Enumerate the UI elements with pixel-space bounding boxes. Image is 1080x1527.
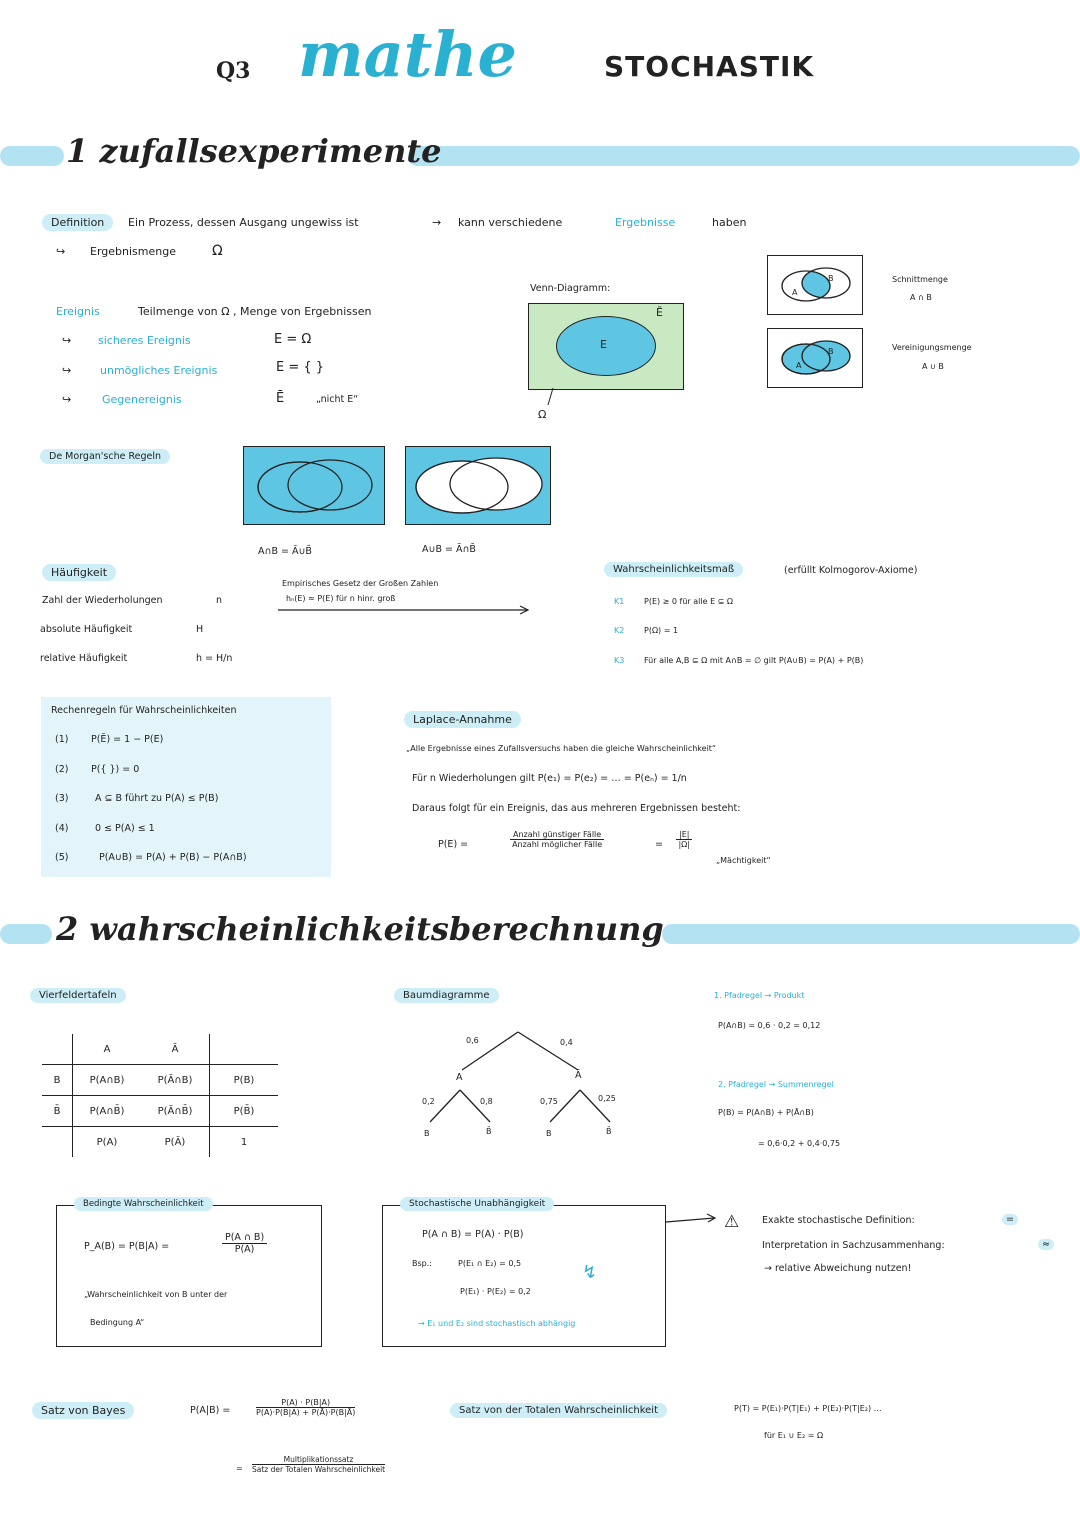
- rule-1: P(Ē) = 1 − P(E): [91, 734, 164, 745]
- section1-title: 1 zufallsexperimente: [66, 132, 442, 170]
- tree-leaf-1: B: [424, 1129, 430, 1138]
- unabh-example-1: P(E₁ ∩ E₂) = 0,5: [458, 1259, 522, 1268]
- bayes-equals: =: [236, 1464, 243, 1473]
- venn-omega-label: Ω: [538, 408, 547, 421]
- baum-label: Baumdiagramme: [394, 988, 499, 1003]
- course-label: Q3: [216, 58, 251, 84]
- arrow-icon: ↪: [62, 364, 72, 377]
- venn-label: Venn-Diagramm:: [530, 283, 611, 294]
- gegenereignis: Gegenereignis: [102, 393, 182, 406]
- ergebnismenge-label: Ergebnismenge: [90, 245, 176, 258]
- vierfeld-header-abar: Ā: [141, 1034, 210, 1065]
- union-formula: A ∪ B: [922, 362, 944, 371]
- unmoegliches-ereignis: unmögliches Ereignis: [100, 364, 218, 377]
- section1-bar-left: [0, 146, 64, 166]
- tree-node-abar: Ā: [575, 1070, 582, 1081]
- vierfeld-label: Vierfeldertafeln: [30, 988, 126, 1003]
- bedingt-numerator: P(A ∩ B): [222, 1232, 267, 1244]
- unabh-bsp: Bsp.:: [412, 1259, 432, 1268]
- vierfeld-header-a: A: [103, 1043, 111, 1055]
- tree-prob-lr: 0,8: [480, 1097, 493, 1106]
- laplace-card-den: |Ω|: [678, 840, 690, 849]
- wmass-note: (erfüllt Kolmogorov-Axiome): [784, 565, 918, 576]
- rule-number-3: (3): [55, 793, 69, 804]
- intersection-set-a: A: [792, 288, 798, 297]
- bedingt-denominator: P(A): [234, 1244, 255, 1255]
- tree-leaf-3: B: [546, 1129, 552, 1138]
- axiom-id-2: K2: [614, 626, 625, 635]
- sicheres-ereignis: sicheres Ereignis: [98, 334, 191, 347]
- venn-complement-label: Ē: [656, 306, 663, 319]
- rule-number-1: (1): [55, 734, 69, 745]
- ereignis-label: Ereignis: [56, 305, 100, 318]
- tree-prob-ll: 0,2: [422, 1097, 435, 1106]
- rule-4: 0 ≤ P(A) ≤ 1: [95, 823, 155, 834]
- intersection-formula: A ∩ B: [910, 293, 932, 302]
- total-formula: P(T) = P(E₁)·P(T|E₁) + P(E₂)·P(T|E₂) …: [734, 1404, 882, 1413]
- wmass-label: Wahrscheinlichkeitsmaß: [604, 562, 743, 577]
- laplace-denominator: Anzahl möglicher Fälle: [512, 840, 603, 849]
- section2-bar-left: [0, 924, 52, 944]
- bedingt-fraction: [222, 1232, 267, 1255]
- definition-text3: haben: [712, 216, 747, 229]
- table-row: B: [42, 1065, 73, 1096]
- haeufigkeit-sym-3: h = H/n: [196, 653, 233, 664]
- gegenereignis-formula: Ē: [276, 391, 285, 406]
- law-formula: hₙ(E) ≈ P(E) für n hinr. groß: [286, 594, 396, 603]
- haeufigkeit-sym-2: H: [196, 624, 204, 635]
- omega-symbol: Ω: [212, 243, 223, 259]
- unmoegliches-formula: E = { }: [276, 360, 325, 375]
- tree-leaf-4: B̄: [606, 1127, 612, 1136]
- hint-arrow-icon: [0, 0, 1, 1]
- laplace-equals: =: [655, 839, 663, 850]
- tree-leaf-2: B̄: [486, 1127, 492, 1136]
- definition-label: Definition: [42, 214, 113, 231]
- rule-number-5: (5): [55, 852, 69, 863]
- tree-prob-abar: 0,4: [560, 1038, 573, 1047]
- hint-line-3: → relative Abweichung nutzen!: [764, 1263, 912, 1274]
- laplace-label: Laplace-Annahme: [404, 711, 521, 728]
- haeufigkeit-row-3: relative Häufigkeit: [40, 653, 128, 664]
- definition-text2: kann verschiedene: [458, 216, 563, 229]
- bedingt-label: Bedingte Wahrscheinlichkeit: [74, 1197, 213, 1211]
- haeufigkeit-row-1: Zahl der Wiederholungen: [42, 595, 163, 606]
- bayes-numerator: P(A) · P(B|A): [256, 1398, 355, 1408]
- bedingt-note-1: „Wahrscheinlichkeit von B unter der: [84, 1290, 228, 1299]
- bayes-fraction: [256, 1398, 355, 1417]
- bayes-label: Satz von Bayes: [32, 1402, 134, 1419]
- rule-number-4: (4): [55, 823, 69, 834]
- axiom-2: P(Ω) = 1: [644, 626, 679, 635]
- unabh-label: Stochastische Unabhängigkeit: [400, 1197, 554, 1211]
- union-label: Vereinigungsmenge: [892, 343, 972, 352]
- rule-number-2: (2): [55, 764, 69, 775]
- hook-arrow-icon: ↪: [56, 245, 66, 258]
- laplace-pe: P(E) =: [438, 839, 469, 850]
- demorgan-label: De Morgan'sche Regeln: [40, 449, 170, 464]
- union-diagram: [767, 328, 863, 388]
- rule-3: A ⊆ B führt zu P(A) ≤ P(B): [95, 793, 219, 804]
- hint-equals-badge: =: [1002, 1214, 1018, 1225]
- rechenregeln-box: [41, 697, 331, 877]
- section2-bar-right: [662, 924, 1080, 944]
- page-title: mathe: [298, 18, 517, 91]
- axiom-1: P(E) ≥ 0 für alle E ⊆ Ω: [644, 597, 734, 606]
- definition-text: Ein Prozess, dessen Ausgang ungewiss ist: [128, 216, 359, 229]
- bayes-word-numerator: Multiplikationssatz: [252, 1455, 385, 1465]
- arrow-icon: →: [432, 216, 442, 229]
- axiom-3: Für alle A,B ⊆ Ω mit A∩B = ∅ gilt P(A∪B) = P(A) + P(B): [644, 656, 864, 665]
- axiom-id-3: K3: [614, 656, 625, 665]
- table-row: B̄: [42, 1096, 73, 1127]
- intersection-label: Schnittmenge: [892, 275, 948, 284]
- demorgan-rule-1: A∩B = Ā∪B̄: [258, 546, 312, 557]
- warning-icon: ⚠: [724, 1212, 740, 1232]
- arrow-icon: ↪: [62, 393, 72, 406]
- venn-set-label: E: [600, 338, 607, 351]
- rechenregeln-title: Rechenregeln für Wahrscheinlichkeiten: [51, 705, 237, 716]
- hint-line-1: Exakte stochastische Definition:: [762, 1215, 915, 1226]
- section1-bar-right: [408, 146, 1080, 166]
- intersection-set-b: B: [828, 274, 834, 283]
- pfadregel-2: 2. Pfadregel → Summenregel: [718, 1080, 834, 1089]
- bedingt-lhs: P_A(B) = P(B|A) =: [84, 1241, 170, 1252]
- vierfeld-table: A Ā B P(A∩B) P(Ā∩B) P(B) B̄ P(A∩B̄) P(Ā∩B̄) P(B̄) P(A) P(Ā) 1: [42, 1034, 278, 1157]
- laplace-numerator: Anzahl günstiger Fälle: [510, 830, 604, 840]
- topic-title: STOCHASTIK: [604, 50, 815, 83]
- unabh-example-2: P(E₁) · P(E₂) = 0,2: [460, 1287, 531, 1296]
- tree-prob-rl: 0,75: [540, 1097, 558, 1106]
- union-set-a: A: [796, 361, 802, 370]
- definition-highlight: Ergebnisse: [615, 216, 676, 229]
- demorgan-diagram-1: [243, 446, 385, 525]
- law-title: Empirisches Gesetz der Großen Zahlen: [282, 579, 439, 588]
- gegenereignis-note: „nicht E“: [316, 394, 359, 405]
- axiom-id-1: K1: [614, 597, 625, 606]
- haeufigkeit-sym-1: n: [216, 595, 223, 606]
- bayes-word-denominator: Satz der Totalen Wahrscheinlichkeit: [252, 1465, 386, 1474]
- table-row: [42, 1127, 73, 1158]
- section2-title: 2 wahrscheinlichkeitsberechnung: [56, 910, 664, 948]
- laplace-line3: Daraus folgt für ein Ereignis, das aus mehreren Ergebnissen besteht:: [412, 803, 741, 814]
- laplace-quote: „Alle Ergebnisse eines Zufallsversuchs haben die gleiche Wahrscheinlichkeit“: [406, 744, 717, 753]
- unabh-formula: P(A ∩ B) = P(A) · P(B): [422, 1229, 524, 1240]
- demorgan-rule-2: A∪B = Ā∩B̄: [422, 544, 476, 555]
- tree-prob-a: 0,6: [466, 1036, 479, 1045]
- laplace-card-fraction: [676, 830, 692, 849]
- total-label: Satz von der Totalen Wahrscheinlichkeit: [450, 1403, 667, 1418]
- lightning-icon: ↯: [582, 1262, 598, 1283]
- pfadregel-2-example2: = 0,6·0,2 + 0,4·0,75: [758, 1139, 841, 1148]
- ereignis-desc: Teilmenge von Ω , Menge von Ergebnissen: [138, 305, 372, 318]
- bayes-lhs: P(A|B) =: [190, 1405, 231, 1416]
- pfadregel-2-example: P(B) = P(A∩B) + P(Ā∩B): [718, 1108, 814, 1117]
- bedingt-note-2: Bedingung A“: [90, 1318, 145, 1327]
- tree-prob-rr: 0,25: [598, 1094, 616, 1103]
- rule-5: P(A∪B) = P(A) + P(B) − P(A∩B): [99, 852, 247, 863]
- bayes-word-fraction: [252, 1455, 385, 1474]
- pfadregel-1-example: P(A∩B) = 0,6 · 0,2 = 0,12: [718, 1021, 821, 1030]
- laplace-fraction: [510, 830, 604, 849]
- rule-2: P({ }) = 0: [91, 764, 140, 775]
- intersection-diagram: [767, 255, 863, 315]
- bayes-denominator: P(A)·P(B|A) + P(Ā)·P(B|Ā): [256, 1408, 356, 1417]
- pfadregel-1: 1. Pfadregel → Produkt: [714, 991, 805, 1000]
- haeufigkeit-row-2: absolute Häufigkeit: [40, 624, 133, 635]
- laplace-card-num: |E|: [676, 830, 692, 840]
- arrow-icon: ↪: [62, 334, 72, 347]
- total-condition: für E₁ ∪ E₂ = Ω: [764, 1431, 824, 1440]
- haeufigkeit-label: Häufigkeit: [42, 564, 116, 581]
- sicheres-formula: E = Ω: [274, 332, 312, 347]
- tree-node-a: A: [456, 1072, 463, 1083]
- unabh-conclusion: → E₁ und E₂ sind stochastisch abhängig: [418, 1319, 576, 1328]
- laplace-card-note: „Mächtigkeit“: [716, 856, 771, 865]
- demorgan-diagram-2: [405, 446, 551, 525]
- union-set-b: B: [828, 347, 834, 356]
- hint-line-2: Interpretation in Sachzusammenhang:: [762, 1240, 945, 1251]
- hint-approx-badge: ≈: [1038, 1239, 1054, 1250]
- laplace-line2: Für n Wiederholungen gilt P(e₁) = P(e₂) = … = P(eₙ) = 1/n: [412, 773, 687, 784]
